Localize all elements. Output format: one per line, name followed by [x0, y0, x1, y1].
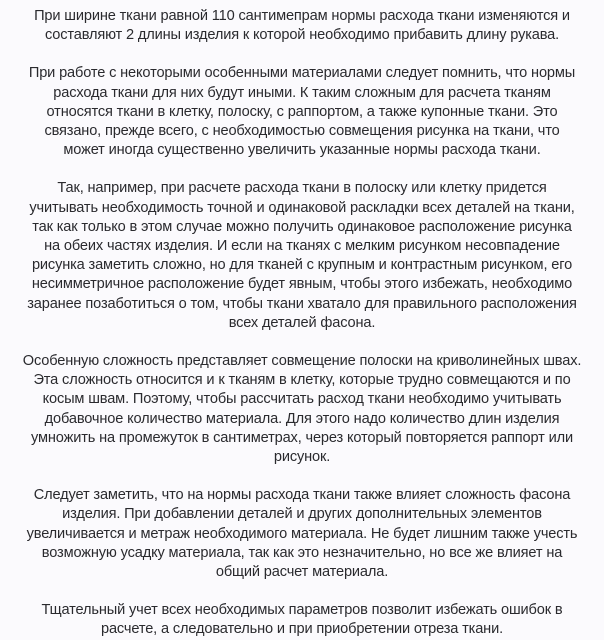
text-line: Особенную сложность представляет совмещение полоски на криволинейных швах. [22, 353, 582, 370]
text-line: рисунок. [273, 449, 331, 466]
text-line: возможную усадку материала, так как это незначительно, но все же влияет на [41, 544, 563, 561]
text-line: Эта сложность относится и к тканям в клетку, которые трудно совмещаются и по [33, 372, 571, 389]
text-line: общий расчет материала. [215, 564, 389, 581]
paragraph-fabric-width [10, 7, 594, 45]
text-line: несимметричное расположение будет явным, чтобы этого избежать, необходимо [31, 276, 573, 293]
text-line: умножить на промежуток в сантиметрах, через который повторяется раппорт или [31, 429, 573, 446]
text-line: заранее позаботиться о том, чтобы ткани хватало для правильного расположения [27, 295, 577, 312]
text-line: увеличивается и метраж необходимого материала. Не будет лишним также учесть [26, 525, 578, 542]
text-line: Тщательный учет всех необходимых параметров позволит избежать ошибок в [41, 602, 563, 619]
text-line: расхода ткани для них будут иными. К таким сложным для расчета тканям [53, 84, 551, 101]
text-line: добавочное количество материала. Для этого надо количество длин изделия [44, 410, 560, 427]
text-line: может иногда существенно увеличить указанные нормы расхода ткани. [63, 142, 541, 159]
text-line: При работе с некоторыми особенными материалами следует помнить, что нормы [28, 65, 576, 82]
text-line: При ширине ткани равной 110 сантимепрам нормы расхода ткани изменяются и [34, 8, 570, 24]
paragraph-special-materials [10, 64, 594, 160]
text-line: так как только в этом случае можно получить одинаковое расположение рисунка [32, 218, 572, 235]
paragraph-curved-seams [10, 352, 594, 467]
text-line: изделия. При добавлении деталей и других дополнительных элементов [62, 506, 542, 523]
text-line: всех деталей фасона. [228, 314, 376, 331]
text-line: косым швам. Поэтому, чтобы рассчитать расход ткани необходимо учитывать [42, 391, 562, 408]
paragraph-stripe-check-layout [10, 179, 594, 333]
text-line: на обеих частях изделия. И если на тканях с мелким рисунком несовпадение [44, 238, 560, 255]
paragraph-conclusion [10, 601, 594, 639]
text-line: учитывать необходимость точной и одинаковой раскладки всех деталей на ткани, [29, 199, 575, 216]
text-line: связано, прежде всего, с необходимостью совмещения рисунка на ткани, что [44, 123, 560, 140]
paragraph-style-complexity [10, 486, 594, 582]
text-line: расчете, а следовательно и при приобретении отреза ткани. [101, 621, 503, 638]
text-line: рисунка заметить сложно, но для тканей с крупным и контрастным рисунком, его [31, 257, 573, 274]
text-line: Следует заметить, что на нормы расхода ткани также влияет сложность фасона [33, 487, 571, 504]
text-line: составляют 2 длины изделия к которой необходимо прибавить длину рукава. [44, 27, 560, 44]
text-line: Так, например, при расчете расхода ткани в полоску или клетку придется [57, 180, 547, 197]
text-line: относятся ткани в клетку, полоску, с раппортом, а также купонные ткани. Это [46, 103, 558, 120]
